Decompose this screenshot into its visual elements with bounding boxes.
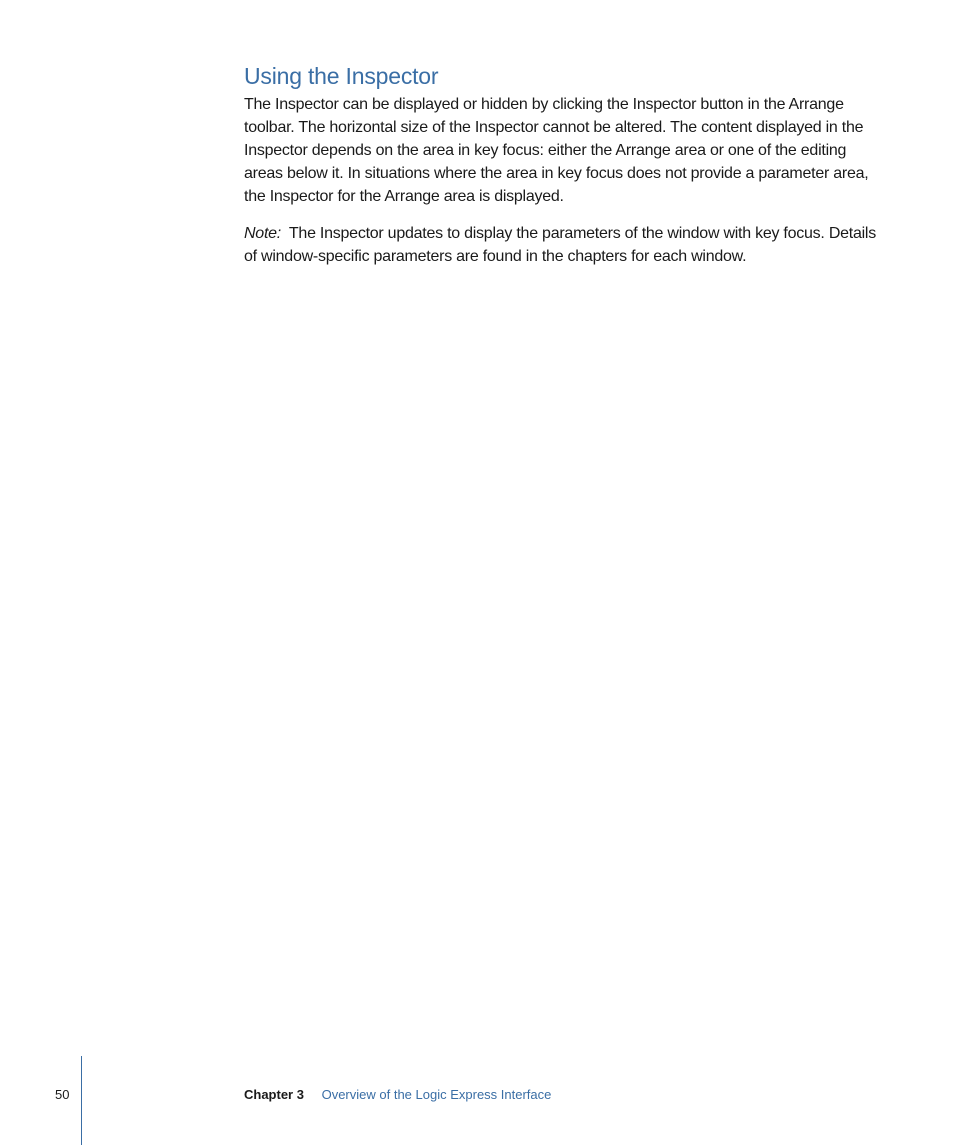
footer-divider	[81, 1056, 82, 1145]
note-paragraph	[244, 222, 884, 268]
section-title: Using the Inspector	[244, 63, 439, 89]
page-number: 50	[55, 1087, 70, 1102]
note-text: The Inspector updates to display the parameters of the window with key focus. Details of window-specific parameters are found in the chapters for each window.	[244, 225, 876, 265]
chapter-label: Chapter 3	[244, 1087, 304, 1102]
intro-paragraph: The Inspector can be displayed or hidden by clicking the Inspector button in the Arrange toolbar. The horizontal size of the Inspector cannot be altered. The content displayed in the Inspector depends on the area in key focus: either the Arrange area or one of the editing areas below it. In situations where the area in key focus does not provide a parameter area, the Inspector for the Arrange area is displayed.	[244, 96, 869, 205]
note-label: Note:	[244, 225, 281, 242]
chapter-title: Overview of the Logic Express Interface	[321, 1087, 552, 1102]
page-content	[244, 60, 884, 268]
chapter-footer	[244, 1086, 551, 1104]
